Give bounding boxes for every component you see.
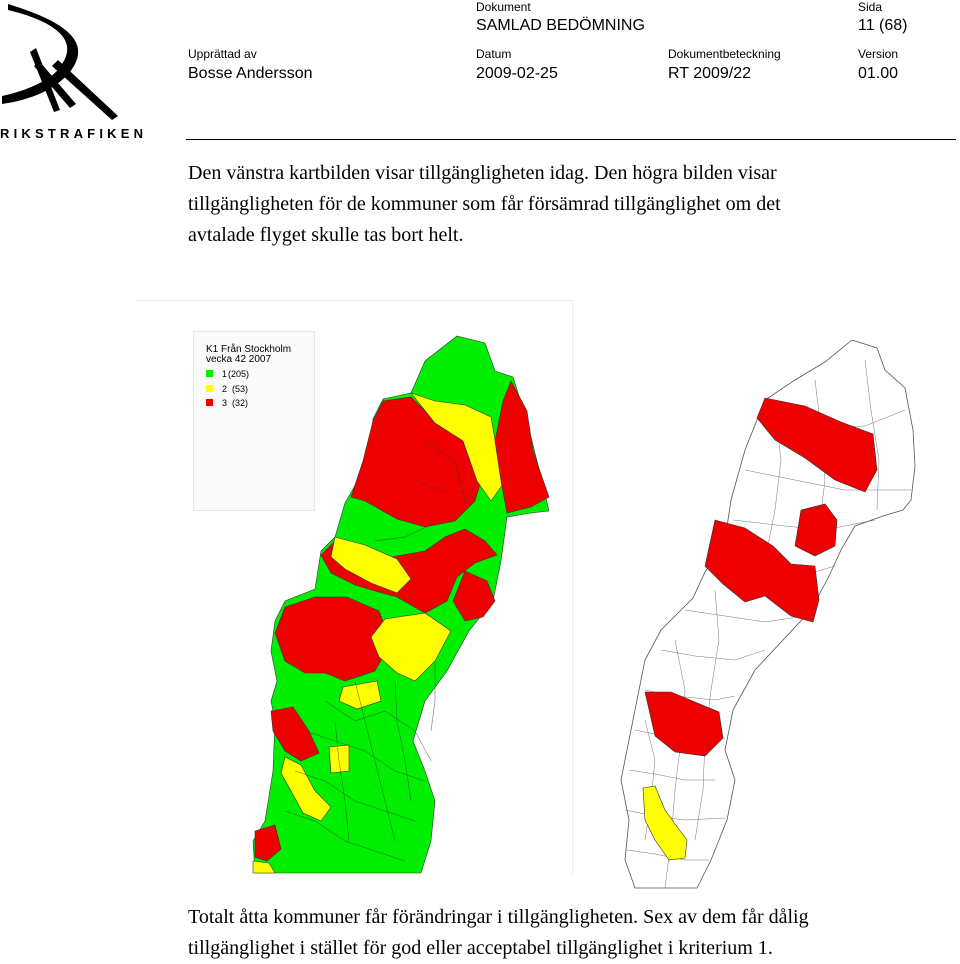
version-value: 01.00 (858, 65, 899, 82)
sida-value: 11 (68) (858, 17, 908, 34)
summary-line: tillgänglighet i stället för god eller acceptabel tillgänglighet i kriterium 1. (188, 937, 773, 959)
intro-paragraph (188, 158, 908, 251)
legend-swatch (206, 385, 213, 392)
summary-line: Totalt åtta kommuner får förändringar i tillgängligheten. Sex av dem får dålig (188, 906, 809, 928)
upprattad-value: Bosse Andersson (188, 65, 313, 82)
map-legend (193, 331, 315, 511)
legend-title: K1 Från Stockholm (206, 344, 292, 355)
map-region (495, 381, 549, 513)
summary-paragraph (188, 902, 908, 964)
sida-label: Sida (858, 0, 883, 14)
right-map-svg (615, 340, 960, 892)
header-divider (186, 139, 956, 140)
intro-line: Den vänstra kartbilden visar tillgängligheten idag. Den högra bilden visar (188, 162, 777, 184)
datum-value: 2009-02-25 (476, 65, 558, 82)
legend-label: 1 (222, 369, 228, 379)
legend-label: 2 (222, 384, 228, 394)
logo-swoosh-icon (0, 0, 150, 125)
dokument-value: SAMLAD BEDÖMNING (476, 17, 645, 34)
rikstrafiken-logo (0, 0, 150, 145)
intro-line: tillgängligheten för de kommuner som får försämrad tillgänglighet om det (188, 193, 781, 215)
version-label: Version (858, 47, 899, 61)
legend-count: (205) (228, 369, 250, 379)
legend-swatch (206, 370, 213, 377)
datum-label: Datum (476, 47, 512, 61)
dokument-label: Dokument (476, 0, 531, 14)
legend-count: (32) (232, 398, 249, 408)
legend-swatch (206, 399, 213, 406)
beteckning-value: RT 2009/22 (668, 65, 752, 82)
right-map-figure (615, 340, 960, 892)
map-region-red (795, 504, 837, 556)
left-map-figure (135, 300, 573, 876)
upprattad-label: Upprättad av (188, 47, 257, 61)
legend-subtitle: vecka 42 2007 (206, 354, 272, 365)
logo-wordmark: RIKSTRAFIKEN (0, 126, 148, 141)
legend-count: (53) (232, 384, 249, 394)
beteckning-label: Dokumentbeteckning (668, 47, 781, 61)
intro-line: avtalade flyget skulle tas bort helt. (188, 224, 464, 246)
legend-label: 3 (222, 398, 228, 408)
